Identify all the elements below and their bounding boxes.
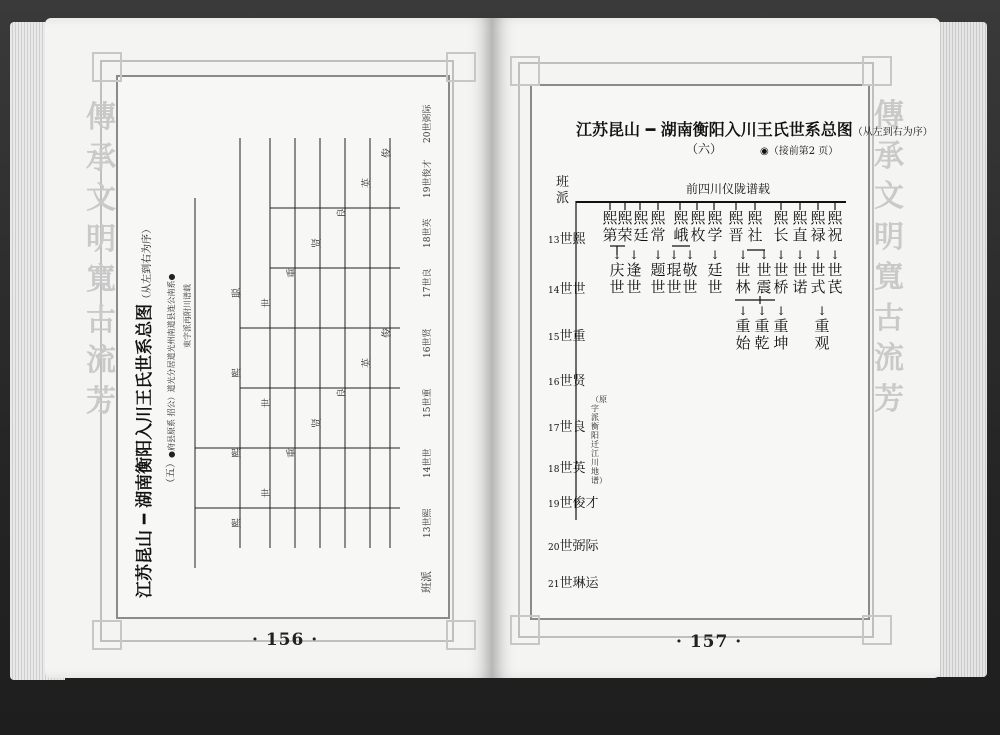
- corner-ornament: [510, 615, 540, 645]
- left-top-note: 東字派再附川谱载: [183, 284, 192, 348]
- name-cell: 世: [262, 488, 273, 498]
- gen13-name: 熙峨: [673, 209, 689, 244]
- top-branch-bar: [576, 201, 846, 203]
- generation-label: 21世琳运: [548, 576, 599, 591]
- down-arrow-icon: ↓: [775, 304, 787, 318]
- source-note: 前四川仪陇谱载: [686, 182, 771, 196]
- down-arrow-icon: ↓: [652, 248, 664, 262]
- right-page-number: · 157 ·: [676, 632, 743, 652]
- gen14-name: 世林: [735, 261, 751, 296]
- gen13-name: 熙学: [707, 209, 723, 244]
- down-arrow-icon: ↓: [756, 304, 768, 318]
- down-arrow-icon: ↓: [737, 304, 749, 318]
- gen15-name: 重始: [735, 317, 751, 352]
- name-cell: 熙: [232, 448, 243, 458]
- gen14-name: 题世: [650, 261, 666, 296]
- down-arrow-icon: ↓: [628, 248, 640, 262]
- gen13-name: 熙枚: [690, 209, 706, 244]
- left-gen-label: 19世俊才: [423, 159, 433, 198]
- name-cell: 重: [287, 268, 298, 278]
- name-cell: 英: [362, 358, 373, 368]
- right-chart-title: 江苏昆山 ━ 湖南衡阳入川王氏世系总图（从左到右为序）: [576, 120, 933, 139]
- name-cell: 重: [287, 448, 298, 458]
- right-decorative-calligraphy: 傳 承 文 明 寬 古 流 芳: [874, 98, 904, 417]
- left-chart-lines: [120, 78, 446, 608]
- gen15-name: 重乾: [754, 317, 770, 352]
- side-vertical-note: （原字派衡阳迁江川地谱）: [591, 395, 607, 485]
- left-gen-label: 18世英: [423, 218, 433, 248]
- name-cell: 熙: [232, 518, 243, 528]
- name-cell: 良: [337, 388, 348, 398]
- gen14-name: 廷世: [707, 261, 723, 296]
- corner-ornament: [862, 615, 892, 645]
- gen14-name: 世式: [810, 261, 826, 296]
- corner-ornament: [862, 56, 892, 86]
- down-arrow-icon: ↓: [668, 248, 680, 262]
- name-cell: 贤: [312, 418, 323, 428]
- left-gen-label: 16世贤: [423, 328, 433, 358]
- generation-label: 13世熙: [548, 232, 586, 247]
- left-page-number: · 156 ·: [252, 630, 319, 650]
- generation-label: 15世重: [548, 329, 586, 344]
- name-cell: 俊: [382, 148, 393, 158]
- gen14-name: 世桥: [773, 261, 789, 296]
- book-edge-right: [935, 22, 987, 677]
- corner-ornament: [446, 52, 476, 82]
- gen13-name: 熙直: [792, 209, 808, 244]
- generation-label: 19世俊才: [548, 496, 599, 511]
- gen13-name: 熙廷: [633, 209, 649, 244]
- down-arrow-icon: ↓: [684, 248, 696, 262]
- gen14-name: 庆世: [609, 261, 625, 296]
- generation-label: 17世良: [548, 420, 586, 435]
- gen14-name: 世诺: [792, 261, 808, 296]
- left-rotated-chart: [120, 78, 446, 608]
- down-arrow-icon: ↓: [816, 304, 828, 318]
- generation-label: 20世弼际: [548, 539, 599, 554]
- left-gen-label: 20世弼际: [423, 104, 433, 143]
- left-chart-title: 江苏昆山 ━ 湖南衡阳入川王氏世系总图（从左到右为序）: [135, 223, 155, 598]
- corner-ornament: [446, 620, 476, 650]
- left-gen-label: 15世重: [423, 388, 433, 418]
- generation-label: 14世世: [548, 282, 586, 297]
- down-arrow-icon: ↓: [737, 248, 749, 262]
- right-ban-pai-label: 班派: [556, 175, 570, 207]
- down-arrow-icon: ↓: [611, 248, 623, 262]
- name-cell: 俊: [382, 328, 393, 338]
- gen13-name: 熙社: [747, 209, 763, 244]
- gen14-name: 世震: [756, 261, 772, 296]
- gen13-name: 熙禄: [810, 209, 826, 244]
- gen13-name: 熙长: [773, 209, 789, 244]
- gen14-name: 敬世: [682, 261, 698, 296]
- name-cell: 聪: [232, 288, 243, 298]
- left-gen-label: 17世良: [423, 268, 433, 298]
- gen13-name: 熙第: [602, 209, 618, 244]
- gen14-name: 逢世: [626, 261, 642, 296]
- down-arrow-icon: ↓: [758, 248, 770, 262]
- generation-label: 16世贤: [548, 374, 586, 389]
- name-cell: 世: [262, 298, 273, 308]
- gen14-name: 琨世: [666, 261, 682, 296]
- gen13-name: 熙晋: [728, 209, 744, 244]
- gen13-name: 熙常: [650, 209, 666, 244]
- corner-ornament: [92, 620, 122, 650]
- gen13-name: 熙荣: [617, 209, 633, 244]
- down-arrow-icon: ↓: [794, 248, 806, 262]
- corner-ornament: [510, 56, 540, 86]
- right-chart-number: （六）: [686, 142, 723, 156]
- gen15-name: 重坤: [773, 317, 789, 352]
- name-cell: 熙: [232, 368, 243, 378]
- down-arrow-icon: ↓: [812, 248, 824, 262]
- left-decorative-calligraphy: 傳 承 文 明 寬 古 流 芳: [86, 100, 116, 419]
- left-ban-pai-label: 班派: [420, 571, 433, 593]
- generation-label: 18世英: [548, 461, 586, 476]
- name-cell: 贤: [312, 238, 323, 248]
- gen13-name: 熙祝: [827, 209, 843, 244]
- name-cell: 良: [337, 208, 348, 218]
- name-cell: 世: [262, 398, 273, 408]
- down-arrow-icon: ↓: [775, 248, 787, 262]
- corner-ornament: [92, 52, 122, 82]
- left-chart-subtitle: （五）●府县原系 招公）道光分居道光州南道县连公南系●: [166, 273, 177, 488]
- gen14-name: 世芪: [827, 261, 843, 296]
- down-arrow-icon: ↓: [829, 248, 841, 262]
- down-arrow-icon: ↓: [709, 248, 721, 262]
- gen15-name: 重观: [814, 317, 830, 352]
- continued-note: ◉（接前第2 页）: [760, 146, 839, 157]
- left-gen-label: 14世世: [423, 448, 433, 478]
- left-gen-label: 13世熙: [423, 508, 433, 538]
- name-cell: 英: [362, 178, 373, 188]
